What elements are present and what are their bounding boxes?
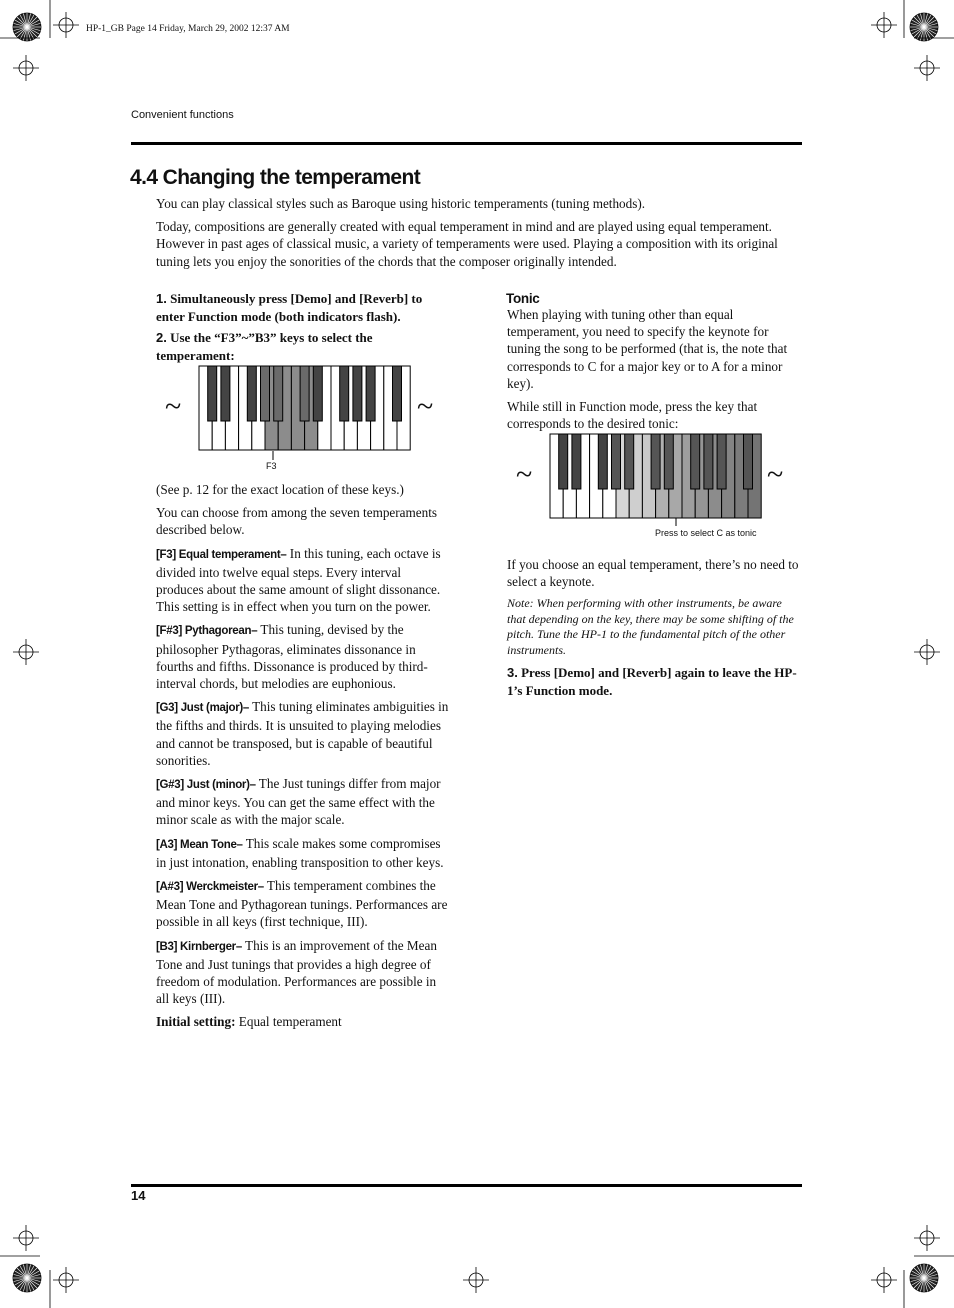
- black-key: [651, 434, 660, 489]
- temperament-list: [156, 481, 450, 1037]
- tilde-right: ~: [767, 458, 784, 491]
- right-column-lower: [507, 556, 801, 699]
- note: Note: When performing with other instruments, be aware that depending on the key, there may be some shifting of the pitch. Tune the HP-1 to the fundamental pitch of the other instruments.: [507, 596, 794, 657]
- temperament-text: This scale makes some compromises in just intonation, enabling transposition to other keys.: [156, 835, 444, 870]
- print-stamp: HP-1_GB Page 14 Friday, March 29, 2002 12:37 AM: [86, 24, 290, 34]
- temperament-label: [G#3] Just (minor)–: [156, 779, 256, 792]
- initial-setting-label: Initial setting:: [156, 1014, 236, 1030]
- step-number: 2.: [156, 330, 167, 345]
- black-key: [572, 434, 581, 489]
- key-label-f3: F3: [266, 461, 277, 471]
- temperament-entry: [156, 545, 450, 616]
- step-text: Press [Demo] and [Reverb] again to leave the HP-1’s Function mode.: [507, 665, 797, 698]
- step-3: [507, 664, 801, 699]
- temperament-text: This tuning, devised by the philosopher Pythagoras, eliminates dissonance in fourths and fifths. Dissonance is produced by third-interval chords, but melodies are euphonious.: [156, 622, 428, 692]
- black-key: [559, 434, 568, 489]
- temperament-label: [G3] Just (major)–: [156, 702, 250, 715]
- black-key: [612, 434, 621, 489]
- temperament-entry: [156, 835, 450, 871]
- intro-paragraph: You can play classical styles such as Baroque using historic temperaments (tuning methods).: [156, 196, 646, 211]
- footer-rule: [131, 1184, 802, 1187]
- black-key: [221, 366, 230, 421]
- temperament-text: In this tuning, each octave is divided into twelve equal steps. Every interval produces about the same amount of slight dissonance. This setting is in effect when you turn on the power.: [156, 545, 441, 615]
- page-title: 4.4 Changing the temperament: [130, 166, 421, 189]
- black-key: [625, 434, 634, 489]
- black-key: [261, 366, 270, 421]
- black-key: [366, 366, 375, 421]
- black-key: [353, 366, 362, 421]
- black-key: [340, 366, 349, 421]
- black-key: [717, 434, 726, 489]
- tonic-paragraph: When playing with tuning other than equal temperament, you need to specify the keynote for tuning the song to be performed (that is, the note that corresponds to C for a major key or to A for a minor key).: [507, 307, 788, 391]
- initial-setting-value: Equal temperament: [235, 1014, 342, 1030]
- temperament-entry: [156, 937, 450, 1008]
- step-number: 1.: [156, 291, 167, 306]
- temperament-label: [F3] Equal temperament–: [156, 548, 287, 561]
- choose-text: You can choose from among the seven temperaments described below.: [156, 505, 438, 538]
- temperament-entry: [156, 775, 450, 829]
- temperament-text: The Just tunings differ from major and minor keys. You can get the same effect with the minor scale as with the major scale.: [156, 776, 441, 828]
- temperament-label: [F#3] Pythagorean–: [156, 625, 258, 638]
- black-key: [664, 434, 673, 489]
- keyboard-diagram-tonic: [514, 430, 794, 545]
- black-key: [744, 434, 753, 489]
- running-header: Convenient functions: [131, 109, 234, 121]
- temperament-label: [A#3] Werckmeister–: [156, 881, 264, 894]
- temperament-label: [B3] Kirnberger–: [156, 940, 242, 953]
- step-text: Use the “F3”~”B3” keys to select the temperament:: [156, 330, 373, 363]
- header-rule: [131, 142, 802, 145]
- intro-paragraph: Today, compositions are generally created with equal temperament in mind and are played using equal temperament. However in past ages of classical music, a variety of temperaments were used. Playing a composition with its original tuning lets you enjoy the sonorities of the chords that the composer originally intended.: [156, 219, 778, 269]
- black-key: [247, 366, 256, 421]
- black-key: [208, 366, 217, 421]
- see-note: (See p. 12 for the exact location of these keys.): [156, 482, 404, 497]
- step-2: [156, 329, 450, 364]
- black-key: [393, 366, 402, 421]
- black-key: [313, 366, 322, 421]
- initial-setting: [156, 1013, 450, 1030]
- tilde-right: ~: [417, 390, 434, 423]
- temperament-text: This is an improvement of the Mean Tone and Just tunings that provides a high degree of freedom of modulation. Performances are possible in all keys (III).: [156, 937, 437, 1007]
- right-column: [507, 291, 801, 438]
- black-key: [704, 434, 713, 489]
- temperament-entries: [156, 545, 450, 1008]
- step-1: [156, 290, 450, 325]
- step-text: Simultaneously press [Demo] and [Reverb] to enter Function mode (both indicators flash).: [156, 291, 423, 324]
- keyboard-diagram-temperament: [163, 362, 453, 477]
- tonic-key-label: Press to select C as tonic: [655, 528, 757, 538]
- temperament-text: This tuning eliminates ambiguities in the fifths and thirds. It is unsuited to playing melodies and cannot be transposed, but is capable of beautiful sonorities.: [156, 699, 449, 768]
- black-key: [300, 366, 309, 421]
- temperament-entry: [156, 621, 450, 692]
- intro: [156, 195, 802, 276]
- tonic-paragraph: While still in Function mode, press the key that corresponds to the desired tonic:: [507, 399, 758, 432]
- black-key: [691, 434, 700, 489]
- tilde-left: ~: [165, 390, 182, 423]
- temperament-entry: [156, 698, 450, 769]
- temperament-entry: [156, 877, 450, 931]
- keyboard-svg: [163, 362, 453, 477]
- tilde-left: ~: [516, 458, 533, 491]
- temperament-label: [A3] Mean Tone–: [156, 838, 243, 851]
- step-number: 3.: [507, 665, 518, 681]
- left-column: [156, 290, 450, 364]
- tonic-heading: Tonic: [506, 291, 540, 306]
- black-key: [274, 366, 283, 421]
- page-number: 14: [131, 1188, 146, 1203]
- temperament-text: This temperament combines the Mean Tone and Pythagorean tunings. Performances are possible in all keys (first technique, III).: [156, 878, 448, 930]
- black-key: [598, 434, 607, 489]
- tonic-paragraph: If you choose an equal temperament, there’s no need to select a keynote.: [507, 557, 799, 590]
